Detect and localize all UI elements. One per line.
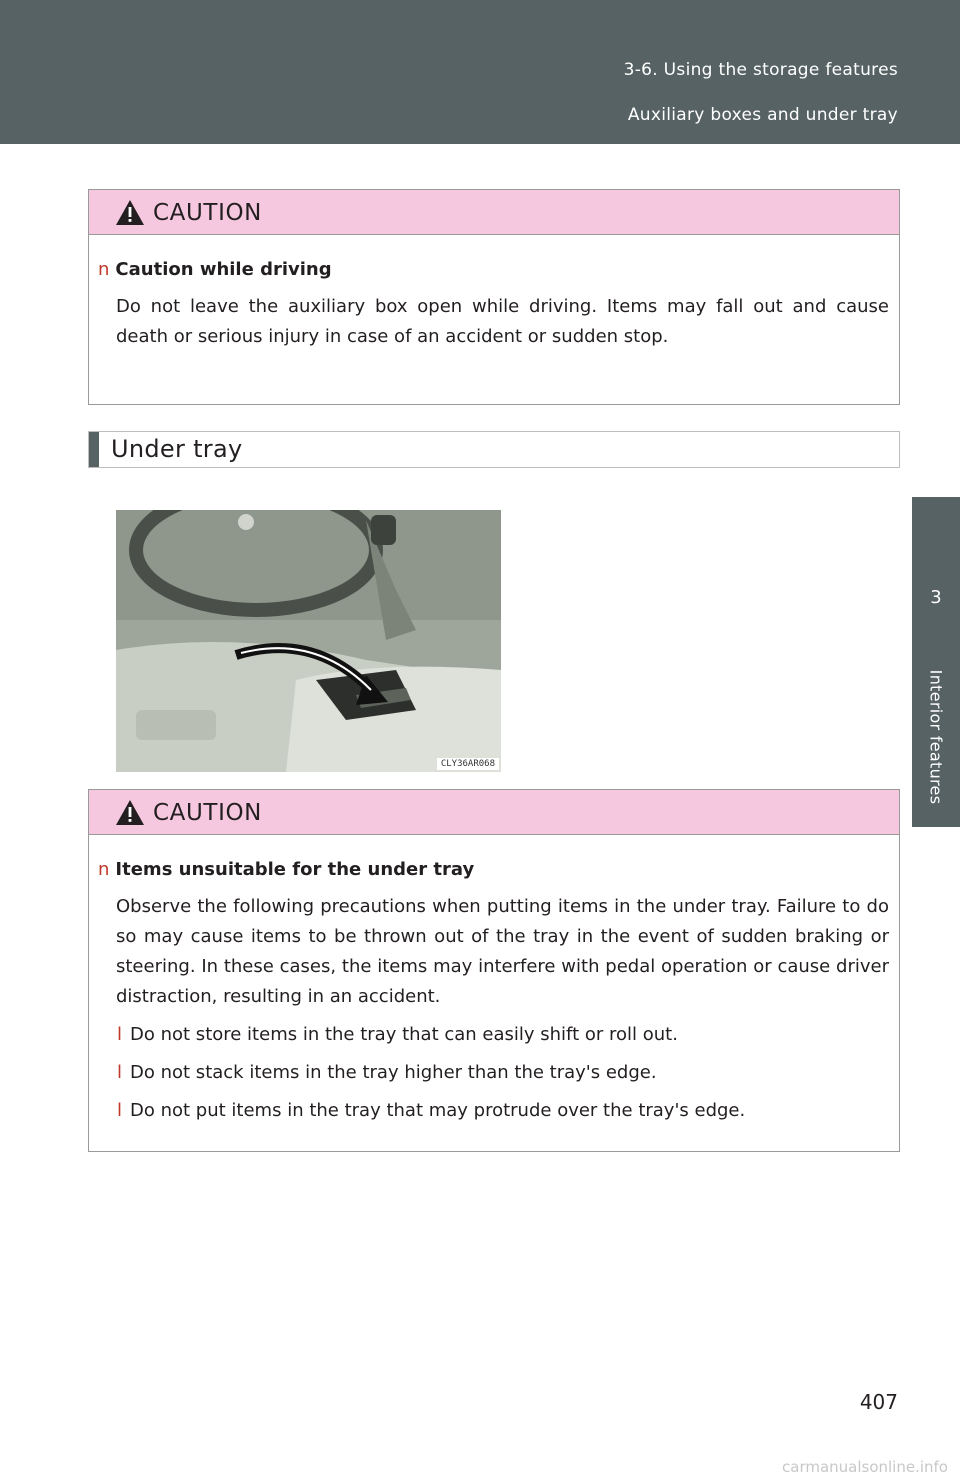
bullet-marker: l <box>117 1100 123 1121</box>
chapter-tab <box>912 497 960 827</box>
heading-marker: n <box>98 259 110 280</box>
warning-icon <box>115 199 145 226</box>
subsection-title: Auxiliary boxes and under tray <box>627 105 898 125</box>
bullet-marker: l <box>117 1024 123 1045</box>
bullet-item <box>117 1058 889 1088</box>
caution-box-under-tray <box>88 789 900 1152</box>
caution-heading <box>98 255 889 285</box>
bullet-text: Do not put items in the tray that may protrude over the tray's edge. <box>130 1100 746 1121</box>
caution-box-driving <box>88 189 900 405</box>
warning-icon <box>115 799 145 826</box>
chapter-number: 3 <box>930 587 942 608</box>
caution-bar <box>89 190 899 235</box>
caution-body <box>89 235 899 378</box>
watermark-link[interactable]: carmanualsonline.info <box>782 1458 948 1476</box>
car-interior-illustration <box>116 510 501 772</box>
section-title: 3-6. Using the storage features <box>623 60 898 80</box>
page-number: 407 <box>859 1390 898 1414</box>
section-heading <box>88 431 900 468</box>
caution-heading <box>98 855 889 885</box>
figure-code: CLY36AR068 <box>437 758 499 770</box>
bullet-item <box>117 1020 889 1050</box>
caution-heading-text: Caution while driving <box>115 259 332 280</box>
section-heading-title: Under tray <box>111 435 243 463</box>
caution-heading-text: Items unsuitable for the under tray <box>115 859 475 880</box>
section-accent <box>89 432 99 467</box>
caution-paragraph: Observe the following precautions when putting items in the under tray. Failure to do so may cause items to be thrown out of the tray in the event of sudden braking or steering. In these cases, the items may interfere with pedal operation or cause driver distraction, resulting in an accident. <box>116 896 889 1007</box>
caution-title: CAUTION <box>153 200 262 226</box>
caution-body <box>89 835 899 1152</box>
bullet-item <box>117 1096 889 1126</box>
bullet-marker: l <box>117 1062 123 1083</box>
chapter-label: Interior features <box>926 669 946 805</box>
under-tray-photo <box>116 510 501 772</box>
bullet-text: Do not store items in the tray that can easily shift or roll out. <box>130 1024 678 1045</box>
caution-title: CAUTION <box>153 800 262 826</box>
bullet-text: Do not stack items in the tray higher than the tray's edge. <box>130 1062 657 1083</box>
caution-bar <box>89 790 899 835</box>
heading-marker: n <box>98 859 110 880</box>
caution-paragraph: Do not leave the auxiliary box open while driving. Items may fall out and cause death or serious injury in case of an accident or sudden stop. <box>116 296 889 347</box>
page-header <box>0 0 960 144</box>
